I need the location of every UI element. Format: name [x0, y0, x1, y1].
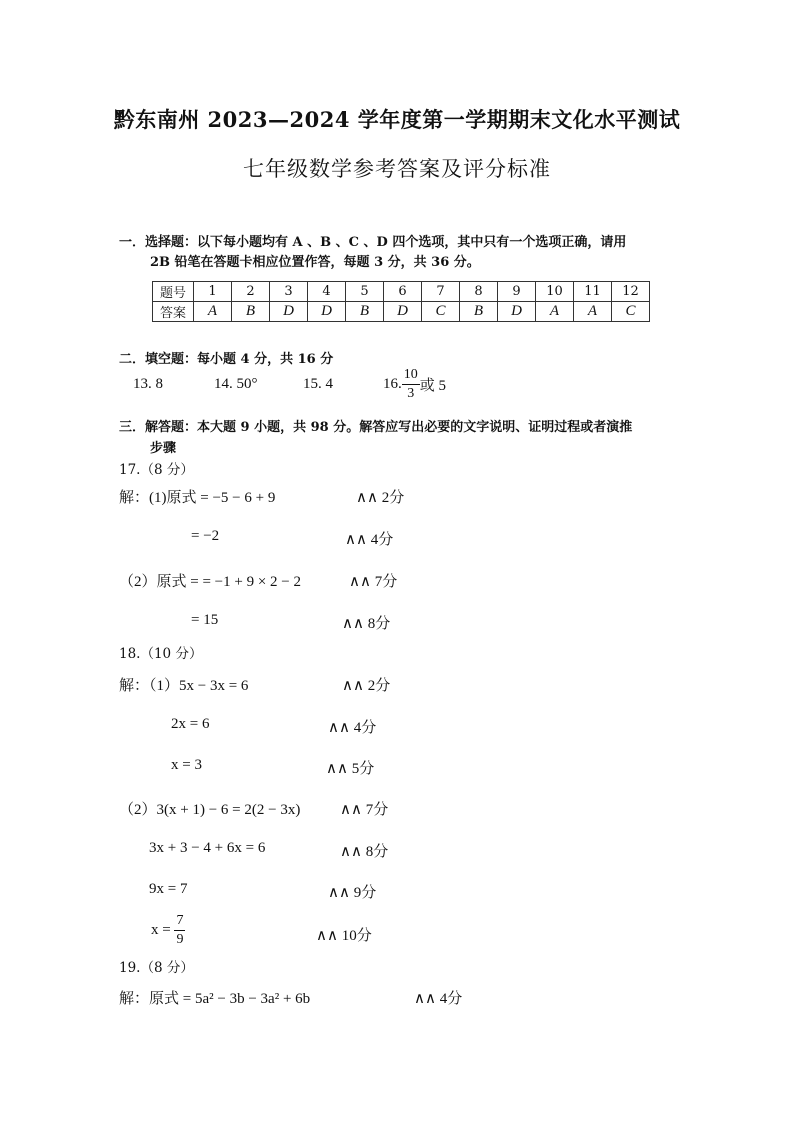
table-cell: C [612, 302, 650, 322]
table-cell: D [384, 302, 422, 322]
q18-line6: 9x = 7 [149, 881, 188, 897]
q18-line7-fraction [174, 912, 185, 949]
q18-score7: ∧∧ 10分 [316, 928, 372, 944]
table-cell: 11 [574, 282, 612, 302]
q17-line2: = −2 [191, 528, 220, 544]
q17-score4: ∧∧ 8分 [342, 616, 391, 632]
table-cell: B [460, 302, 498, 322]
fraction-numerator: 10 [402, 366, 420, 385]
table-cell: 2 [232, 282, 270, 302]
q18-line5: 3x + 3 − 4 + 6x = 6 [149, 840, 266, 856]
table-cell: A [194, 302, 232, 322]
q19-line1: 解：原式 = 5a² − 3b − 3a² + 6b [119, 991, 311, 1007]
q19-label: 19.（8 分） [119, 960, 194, 976]
table-cell: A [574, 302, 612, 322]
q17-label: 17.（8 分） [119, 462, 194, 478]
table-cell: D [498, 302, 536, 322]
q18-line2: 2x = 6 [171, 716, 210, 732]
q18-line4: （2）3(x + 1) − 6 = 2(2 − 3x) [119, 802, 301, 818]
q17-score2: ∧∧ 4分 [345, 532, 394, 548]
table-cell: D [308, 302, 346, 322]
answer-13: 13. 8 [133, 376, 163, 392]
row-label-answer: 答案 [153, 302, 194, 322]
section3-heading-line1: 三．解答题：本大题 9 小题，共 98 分。解答应写出必要的文字说明、证明过程或者演推 [119, 420, 633, 435]
q17-line1: 解：(1)原式 = −5 − 6 + 9 [119, 490, 276, 506]
q18-score4: ∧∧ 7分 [340, 802, 389, 818]
table-cell: C [422, 302, 460, 322]
table-cell: 1 [194, 282, 232, 302]
answer-15: 15. 4 [303, 376, 333, 392]
q17-line3: （2）原式 = = −1 + 9 × 2 − 2 [119, 574, 302, 590]
table-cell: 10 [536, 282, 574, 302]
table-cell: A [536, 302, 574, 322]
table-cell: 8 [460, 282, 498, 302]
fraction-denominator: 3 [407, 386, 415, 401]
table-cell: 6 [384, 282, 422, 302]
q18-line7-prefix: x = [151, 922, 171, 938]
q18-score5: ∧∧ 8分 [340, 844, 389, 860]
fraction-numerator: 7 [174, 912, 185, 931]
table-cell: 3 [270, 282, 308, 302]
q18-score3: ∧∧ 5分 [326, 761, 375, 777]
answer-table [152, 281, 650, 322]
document-title: 黔东南州 2023—2024 学年度第一学期期末文化水平测试 [113, 107, 681, 132]
q18-line7 [151, 912, 185, 949]
table-cell: 9 [498, 282, 536, 302]
document-subtitle: 七年级数学参考答案及评分标准 [243, 157, 551, 181]
table-cell: 4 [308, 282, 346, 302]
table-row-answers [153, 302, 650, 322]
table-row-numbers [153, 282, 650, 302]
table-cell: 5 [346, 282, 384, 302]
q18-score1: ∧∧ 2分 [342, 678, 391, 694]
q17-score1: ∧∧ 2分 [356, 490, 405, 506]
q18-score2: ∧∧ 4分 [328, 720, 377, 736]
q18-label: 18.（10 分） [119, 646, 203, 662]
answer-16-fraction [402, 366, 420, 403]
answer-16 [383, 366, 446, 403]
table-cell: B [232, 302, 270, 322]
table-cell: 12 [612, 282, 650, 302]
table-cell: D [270, 302, 308, 322]
answer-16-prefix: 16. [383, 376, 402, 392]
answer-14: 14. 50° [214, 376, 258, 392]
q19-score1: ∧∧ 4分 [414, 991, 463, 1007]
section3-heading-line2: 步骤 [150, 441, 177, 456]
q18-line1: 解：（1）5x − 3x = 6 [119, 678, 249, 694]
table-cell: B [346, 302, 384, 322]
answer-16-suffix: 或 5 [419, 378, 447, 394]
q18-line3: x = 3 [171, 757, 202, 773]
q17-score3: ∧∧ 7分 [349, 574, 398, 590]
q18-score6: ∧∧ 9分 [328, 885, 377, 901]
table-cell: 7 [422, 282, 460, 302]
section2-heading: 二．填空题：每小题 4 分，共 16 分 [119, 352, 334, 367]
section1-heading-line1: 一．选择题：以下每小题均有 A 、B 、C 、D 四个选项，其中只有一个选项正确，请用 [119, 235, 627, 250]
row-label-number: 题号 [153, 282, 194, 302]
fraction-denominator: 9 [176, 932, 184, 947]
section1-heading-line2: 2B 铅笔在答题卡相应位置作答，每题 3 分，共 36 分。 [150, 255, 480, 270]
q17-line4: = 15 [191, 612, 219, 628]
